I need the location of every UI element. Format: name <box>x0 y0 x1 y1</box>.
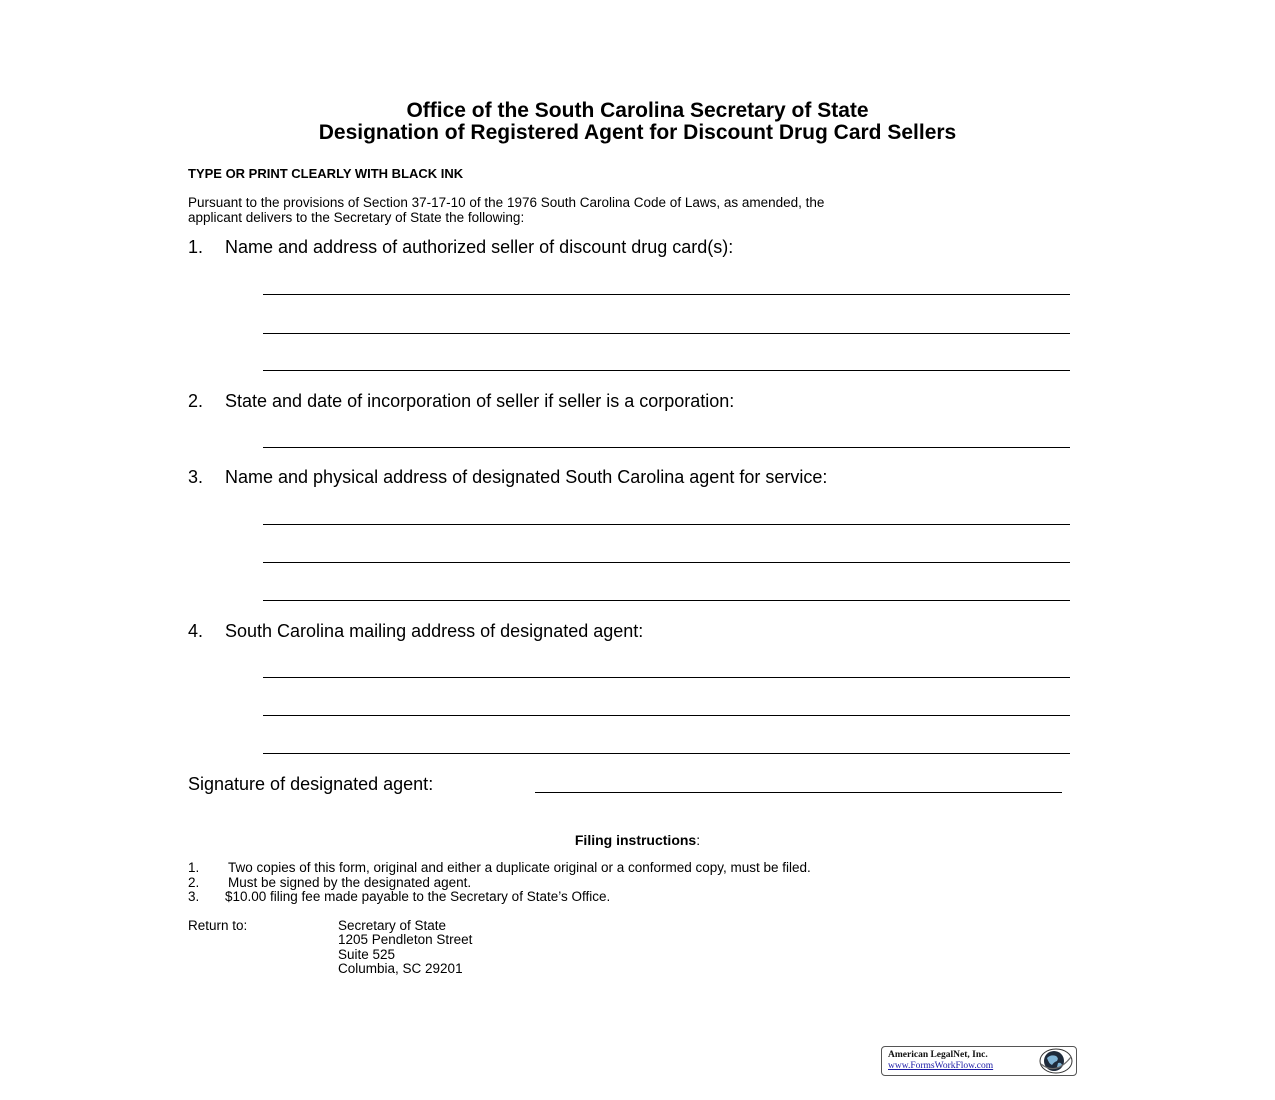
filing-item-number: 2. <box>188 875 200 890</box>
return-address-line-3: Suite 525 <box>338 947 396 962</box>
signature-label: Signature of designated agent: <box>188 774 434 794</box>
return-address-line-1: Secretary of State <box>338 918 447 933</box>
question-number: 3. <box>188 467 204 487</box>
return-address-line-4: Columbia, SC 29201 <box>338 961 463 976</box>
question-text: South Carolina mailing address of designated agent: <box>225 621 644 641</box>
question-4 <box>188 621 643 642</box>
incorporation-line[interactable] <box>263 447 1070 448</box>
filing-title-text: Filing instructions <box>574 832 697 848</box>
question-number: 4. <box>188 621 204 641</box>
filing-instructions-title <box>0 832 1275 848</box>
logo-company-name: American LegalNet, Inc. <box>888 1050 988 1060</box>
question-number: 2. <box>188 391 204 411</box>
return-address-line-2: 1205 Pendleton Street <box>338 932 473 947</box>
question-1 <box>188 237 733 258</box>
preamble-line-1: Pursuant to the provisions of Section 37-17-10 of the 1976 South Carolina Code of Laws, as amended, the <box>188 195 825 210</box>
american-legalnet-logo[interactable] <box>881 1046 1077 1076</box>
logo-website-link[interactable]: www.FormsWorkFlow.com <box>888 1061 994 1071</box>
form-title-office: Office of the South Carolina Secretary of State <box>406 99 869 122</box>
question-text: Name and physical address of designated South Carolina agent for service: <box>225 467 828 487</box>
agent-mailing-address-line-2[interactable] <box>263 715 1070 716</box>
seller-name-address-line-3[interactable] <box>263 370 1070 371</box>
question-text: Name and address of authorized seller of discount drug card(s): <box>225 237 734 257</box>
agent-mailing-address-line-1[interactable] <box>263 677 1070 678</box>
preamble-line-2: applicant delivers to the Secretary of State the following: <box>188 210 525 225</box>
filing-item-number: 1. <box>188 860 200 875</box>
question-text: State and date of incorporation of seller if seller is a corporation: <box>225 391 735 411</box>
filing-item-2 <box>188 875 471 890</box>
globe-icon <box>1039 1048 1073 1074</box>
form-title-designation: Designation of Registered Agent for Discount Drug Card Sellers <box>318 121 957 144</box>
filing-item-text: Must be signed by the designated agent. <box>228 875 472 890</box>
seller-name-address-line-2[interactable] <box>263 333 1070 334</box>
filing-item-text: Two copies of this form, original and either a duplicate original or a conformed copy, must be filed. <box>228 860 811 875</box>
return-to-label: Return to: <box>188 918 248 933</box>
question-2 <box>188 391 734 412</box>
signature-line[interactable] <box>535 792 1062 793</box>
filing-item-1 <box>188 860 811 875</box>
filing-item-3 <box>188 889 610 904</box>
filing-item-text: $10.00 filing fee made payable to the Secretary of State’s Office. <box>225 889 611 904</box>
ink-instruction: TYPE OR PRINT CLEARLY WITH BLACK INK <box>188 166 464 181</box>
agent-physical-address-line-2[interactable] <box>263 562 1070 563</box>
agent-physical-address-line-3[interactable] <box>263 600 1070 601</box>
question-3 <box>188 467 827 488</box>
filing-title-colon: : <box>696 832 701 848</box>
question-number: 1. <box>188 237 204 257</box>
agent-physical-address-line-1[interactable] <box>263 524 1070 525</box>
agent-mailing-address-line-3[interactable] <box>263 753 1070 754</box>
filing-item-number: 3. <box>188 889 200 904</box>
seller-name-address-line-1[interactable] <box>263 294 1070 295</box>
